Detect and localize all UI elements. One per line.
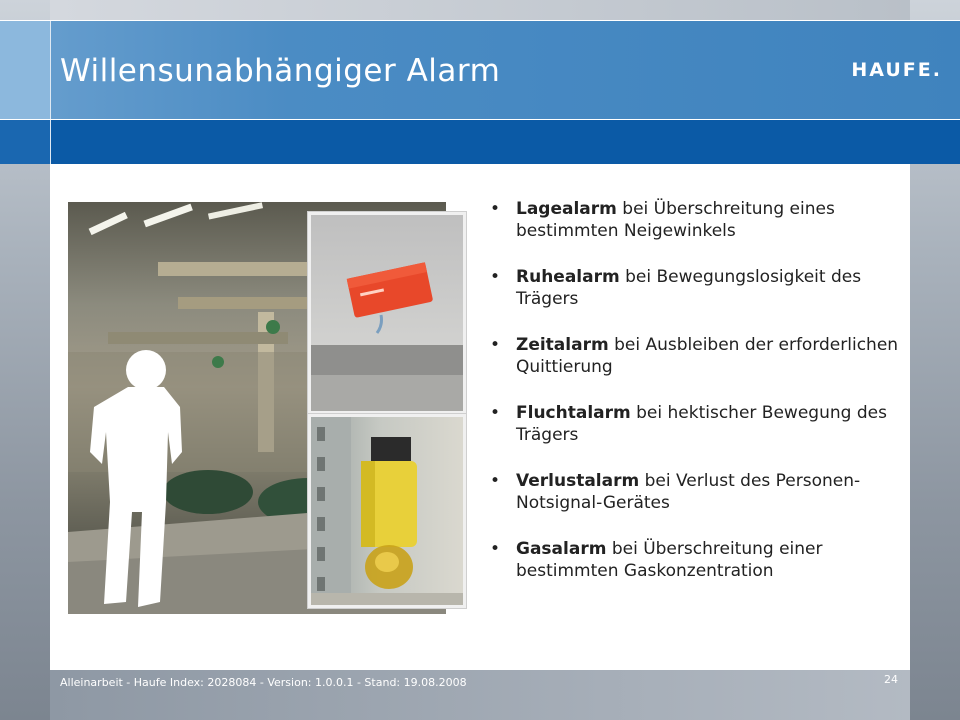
list-item: • Gasalarm bei Überschreitung einer bestimmten Gaskonzentration — [490, 539, 823, 581]
list-item: • Ruhealarm bei Bewegungslosigkeit des Trägers — [490, 267, 862, 309]
list-item: • Lagealarm bei Überschreitung eines bestimmten Neigewinkels — [490, 199, 835, 241]
slide-title: Willensunabhängiger Alarm — [60, 53, 501, 89]
list-item: • Zeitalarm bei Ausbleiben der erforderlichen Quittierung — [490, 335, 899, 377]
top-strip — [50, 0, 910, 20]
list-item: • Verlustalarm bei Verlust des Personen-Notsignal-Gerätes — [490, 471, 861, 513]
footer-text: Alleinarbeit - Haufe Index: 2028084 - Version: 1.0.0.1 - Stand: 19.08.2008 — [60, 676, 467, 689]
red-alarm-device-illustration — [311, 215, 463, 411]
title-bar — [0, 20, 960, 119]
yellow-gas-detector-illustration — [311, 417, 463, 605]
haufe-logo: HAUFE. — [851, 59, 942, 81]
sub-bar — [0, 119, 960, 164]
wall-sensor-photo — [308, 212, 466, 414]
sub-accent-block — [0, 120, 51, 164]
alarm-types-list — [486, 198, 906, 606]
title-accent-block — [0, 21, 51, 119]
list-item: • Fluchtalarm bei hektischer Bewegung des Trägers — [490, 403, 887, 445]
footer — [50, 670, 910, 720]
page-number: 24 — [884, 673, 898, 686]
gas-detector-photo — [308, 414, 466, 608]
slide-content — [50, 164, 910, 670]
